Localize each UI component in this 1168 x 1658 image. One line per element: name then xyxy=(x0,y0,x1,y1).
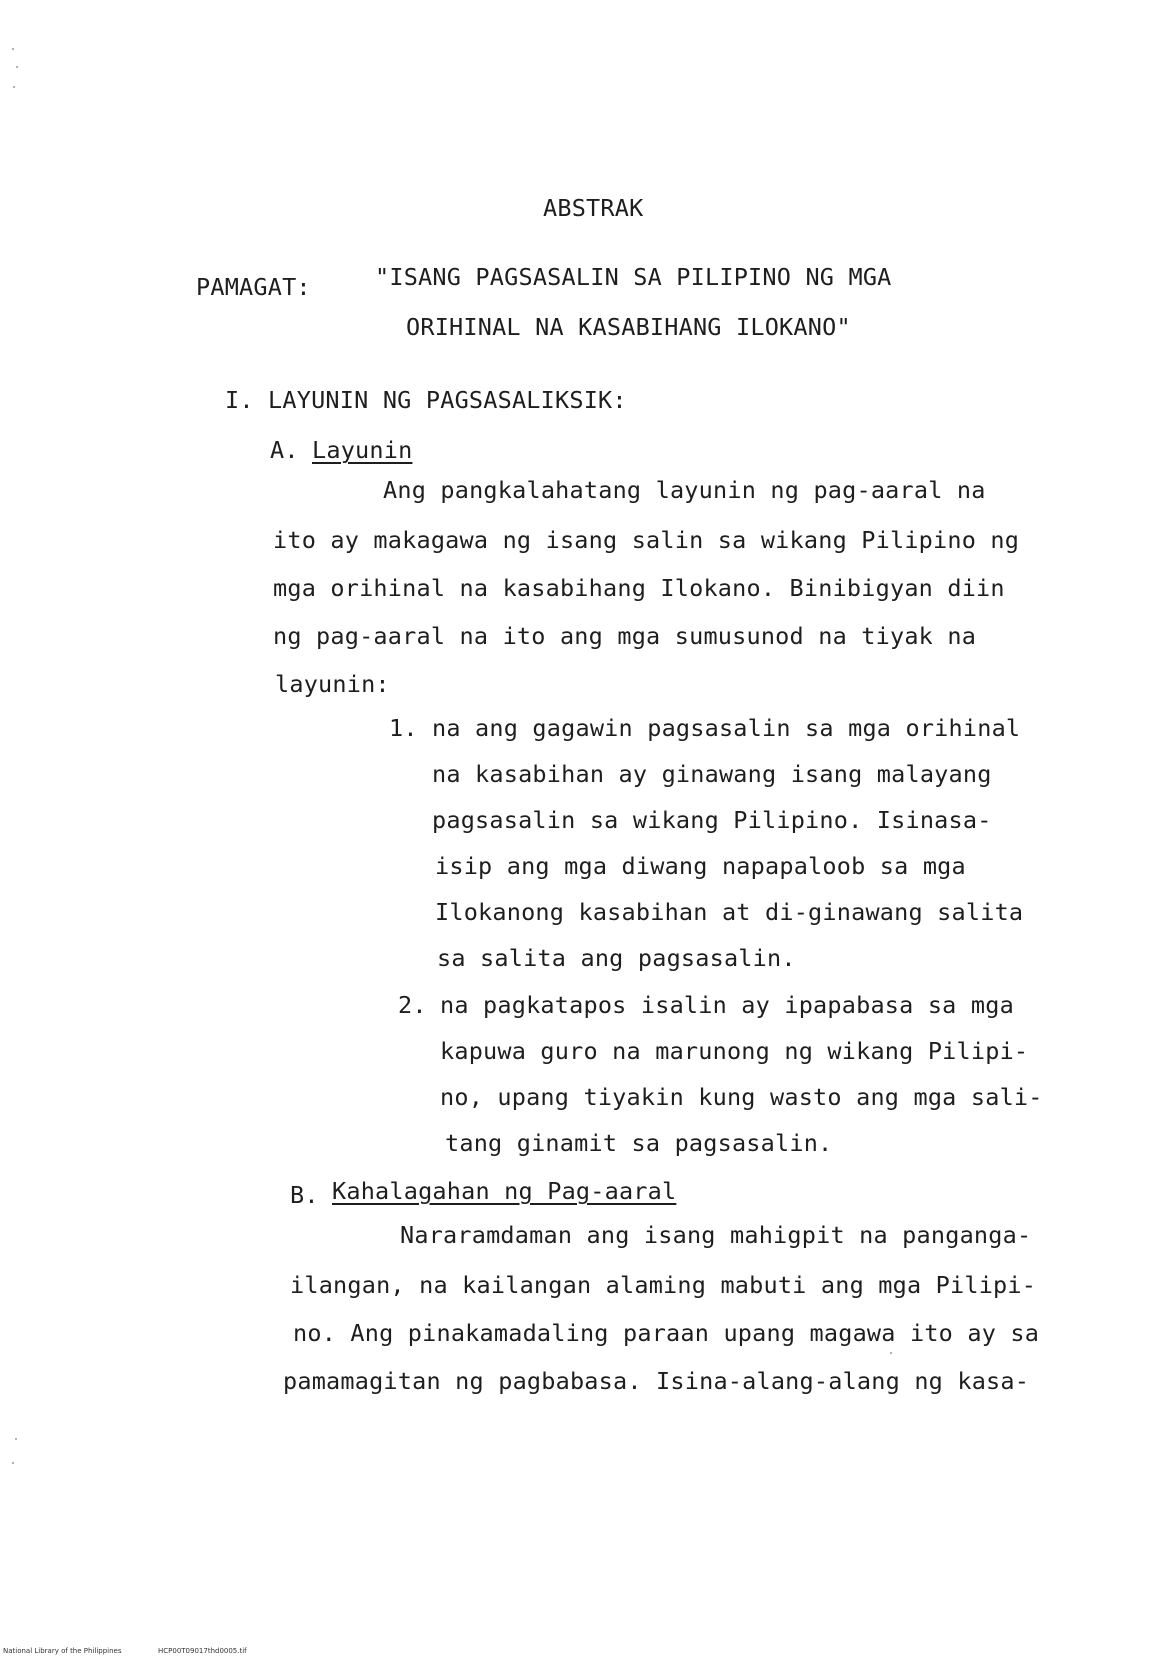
subsection-a-letter: A. xyxy=(270,436,299,464)
list-item-line: na kasabihan ay ginawang isang malayang xyxy=(432,760,992,788)
paragraph-line: layunin: xyxy=(275,670,390,698)
list-item-number: 2. xyxy=(398,991,427,1019)
scan-mark xyxy=(15,1438,17,1440)
title-line-2: ORIHINAL NA KASABIHANG ILOKANO" xyxy=(406,313,851,341)
paragraph-line: ng pag-aaral na ito ang mga sumusunod na tiyak na xyxy=(273,622,977,650)
subsection-b-letter: B. xyxy=(290,1181,319,1209)
section-heading: I. LAYUNIN NG PAGSASALIKSIK: xyxy=(225,386,627,414)
subsection-a-title: Layunin xyxy=(312,436,413,464)
paragraph-line: ito ay makagawa ng isang salin sa wikang Pilipino ng xyxy=(273,526,1020,554)
paragraph-line: Ang pangkalahatang layunin ng pag-aaral na xyxy=(383,476,986,504)
scan-mark xyxy=(16,66,18,68)
list-item-line: isip ang mga diwang napapaloob sa mga xyxy=(435,852,966,880)
list-item-line: Ilokanong kasabihan at di-ginawang salita xyxy=(435,898,1024,926)
list-item-line: no, upang tiyakin kung wasto ang mga sali- xyxy=(440,1083,1043,1111)
page-heading: ABSTRAK xyxy=(543,194,644,222)
list-item-line: na ang gagawin pagsasalin sa mga orihinal xyxy=(432,714,1021,742)
paragraph-line: pamamagitan ng pagbabasa. Isina-alang-alang ng kasa- xyxy=(283,1367,1030,1395)
paragraph-line: mga orihinal na kasabihang Ilokano. Binibigyan diin xyxy=(273,574,1005,602)
paragraph-line: ilangan, na kailangan alaming mabuti ang mga Pilipi- xyxy=(290,1271,1037,1299)
paragraph-line: Nararamdaman ang isang mahigpit na panganga- xyxy=(400,1221,1032,1249)
scan-mark xyxy=(12,48,14,50)
scan-mark xyxy=(12,1462,14,1464)
paragraph-line: no. Ang pinakamadaling paraan upang magawa ito ay sa xyxy=(293,1319,1040,1347)
footer-library-name: National Library of the Philippines xyxy=(3,1647,122,1655)
title-line-1: "ISANG PAGSASALIN SA PILIPINO NG MGA xyxy=(375,263,892,291)
list-item-line: tang ginamit sa pagsasalin. xyxy=(445,1129,833,1157)
list-item-line: na pagkatapos isalin ay ipapabasa sa mga xyxy=(440,991,1014,1019)
scan-mark xyxy=(13,86,15,88)
subsection-b-title: Kahalagahan ng Pag-aaral xyxy=(332,1177,677,1205)
footer-file-name: HCP00T09017thd0005.tif xyxy=(158,1647,247,1655)
list-item-line: pagsasalin sa wikang Pilipino. Isinasa- xyxy=(432,806,992,834)
list-item-line: sa salita ang pagsasalin. xyxy=(437,944,796,972)
list-item-line: kapuwa guro na marunong ng wikang Pilipi- xyxy=(440,1037,1029,1065)
title-label: PAMAGAT: xyxy=(196,273,311,301)
scan-mark xyxy=(890,1352,892,1354)
list-item-number: 1. xyxy=(389,714,418,742)
